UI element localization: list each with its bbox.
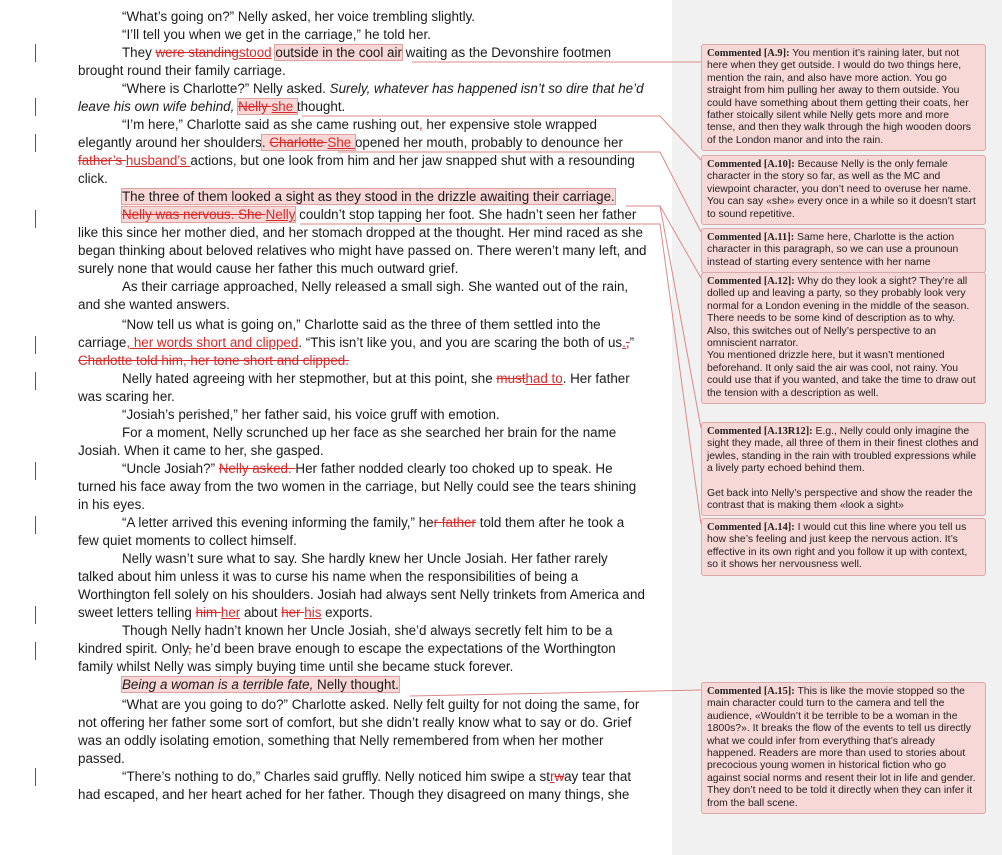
deleted-text: Nelly was nervous. She bbox=[122, 207, 266, 222]
comment-anchor-a12[interactable]: The three of them looked a sight as they stood in the drizzle awaiting their carriage. bbox=[122, 189, 615, 204]
text-line: Though Nelly hadn’t known her Uncle Josiah, she’d always secretly felt him to be a bbox=[122, 623, 613, 638]
change-bar bbox=[35, 134, 36, 152]
comment-anchor-a15[interactable]: Being a woman is a terrible fate, Nelly thought. bbox=[122, 677, 399, 692]
comment-anchor-a14[interactable] bbox=[122, 207, 295, 222]
text-line: They were standingstood outside in the cool air waiting as the Devonshire footmen bbox=[122, 45, 612, 60]
change-bar bbox=[35, 606, 36, 624]
deleted-text: Charlotte told him, her tone short and clipped. bbox=[78, 353, 349, 368]
text-line: began thinking about beloved relatives who might have passed on. There weren’t many left, and bbox=[78, 243, 647, 258]
inserted-text: had to bbox=[525, 371, 563, 386]
change-bar bbox=[35, 516, 36, 534]
comment-a15[interactable]: Commented [A.15]: This is like the movie stopped so the main character could turn to the camera and tell the audience, «Wouldn’t it be terrible to be a woman in the 1800s?». It breaks the flow of the events to tell us directly what we could infer from everything that’s already happened. Readers are more than used to stories about precocious young women in historical fiction who go against social norms and resent their lot in life and gender. They don’t need to be told it directly when they can infer it from the ball scene. bbox=[701, 682, 986, 814]
inserted-text: husband’s bbox=[125, 153, 191, 168]
text-line: “I’m here,” Charlotte said as she came rushing out, her expensive stole wrapped bbox=[122, 117, 597, 132]
text-line: had escaped, and her heart ached for her father. Though they disagreed on many things, she bbox=[78, 787, 630, 802]
text-line: “There’s nothing to do,” Charles said gruffly. Nelly noticed him swipe a strway tear that bbox=[122, 769, 632, 784]
comment-a11[interactable]: Commented [A.11]: Same here, Charlotte is the action character in this paragraph, so we can use a prounoun instead of starting every sentence with her name bbox=[701, 228, 986, 273]
change-bar bbox=[35, 210, 36, 228]
text-line: Nelly was nervous. She Nelly couldn’t stop tapping her foot. She hadn’t seen her father bbox=[122, 207, 637, 222]
change-bar bbox=[35, 462, 36, 480]
text-line: Josiah. When it came to her, she gasped. bbox=[78, 443, 324, 458]
change-bar bbox=[35, 44, 36, 62]
deleted-text: Charlotte bbox=[269, 135, 328, 150]
deleted-text: , bbox=[187, 641, 192, 656]
text-line: “Uncle Josiah?” Nelly asked. Her father nodded clearly too choked up to speak. He bbox=[122, 461, 613, 476]
text-line: brought round their family carriage. bbox=[78, 63, 286, 78]
text-line: For a moment, Nelly scrunched up her face as she searched her brain for the name bbox=[122, 425, 617, 440]
text-line: Nelly wasn’t sure what to say. She hardly knew her Uncle Josiah. Her father rarely bbox=[122, 551, 608, 566]
comment-anchor-a9[interactable]: outside in the cool air bbox=[275, 45, 402, 60]
text-line: like this since her mother died, and her stomach dropped at the thought. Her mind raced as she bbox=[78, 225, 643, 240]
text-line bbox=[78, 352, 349, 370]
text-line: surely none that would cause her father this much outward grief. bbox=[78, 261, 459, 276]
text-line: carriage, her words short and clipped. “This isn’t like you, and you are scaring the both of us.,” bbox=[78, 335, 635, 350]
inserted-text: , her words short and clipped bbox=[126, 335, 299, 350]
change-bar bbox=[35, 336, 36, 354]
text-line: elegantly around her shoulders. Charlotte She opened her mouth, probably to denounce her bbox=[78, 135, 623, 150]
change-bar bbox=[35, 372, 36, 390]
comment-anchor-a10[interactable] bbox=[238, 99, 297, 114]
inserted-text: Nelly bbox=[265, 207, 296, 222]
text-line: kindred spirit. Only, he’d been brave enough to escape the expectations of the Worthington bbox=[78, 641, 616, 656]
text-line: was scaring her. bbox=[78, 389, 175, 404]
inserted-text: her bbox=[220, 605, 241, 620]
text-line: “Where is Charlotte?” Nelly asked. Surely, whatever has happened isn’t so dire that he’d bbox=[122, 81, 644, 96]
comment-anchor-a11[interactable]: . Charlotte She bbox=[261, 135, 355, 150]
text-line: “Now tell us what is going on,” Charlotte said as the three of them settled into the bbox=[122, 317, 601, 332]
text-line bbox=[122, 188, 615, 206]
deleted-text: father’s bbox=[78, 153, 126, 168]
deleted-text: r father bbox=[433, 515, 477, 530]
text-line: “What’s going on?” Nelly asked, her voice trembling slightly. bbox=[122, 9, 476, 24]
inserted-text: r bbox=[549, 769, 555, 784]
inserted-text: his bbox=[304, 605, 322, 620]
comment-a10[interactable]: Commented [A.10]: Because Nelly is the only female character in the story so far, as well as the MC and viewpoint character, you don’t need to overuse her name. You can say «she» every once in a while so it doesn’t start to sound repetitive. bbox=[701, 155, 986, 225]
text-line: leave his own wife behind, Nelly she thought. bbox=[78, 99, 346, 114]
inserted-text: she bbox=[271, 99, 297, 114]
deleted-text: were standing bbox=[155, 45, 239, 60]
text-line: click. bbox=[78, 171, 108, 186]
text-line: family whilst Nelly was simply buying time until she became stuck forever. bbox=[78, 659, 514, 674]
text-line: “Josiah’s perished,” her father said, his voice gruff with emotion. bbox=[122, 407, 500, 422]
deleted-text: him bbox=[195, 605, 221, 620]
inserted-text: She bbox=[327, 135, 355, 150]
deleted-text: Nelly asked. bbox=[218, 461, 296, 476]
comment-a14[interactable]: Commented [A.14]: I would cut this line where you tell us how she’s feeling and just keep the nervous action. It’s effective in its own right and you follow it up with context, so it shows her nervousness well. bbox=[701, 518, 986, 576]
inserted-text: stood bbox=[238, 45, 272, 60]
text-line: “I’ll tell you when we get in the carriage,” he told her. bbox=[122, 27, 431, 42]
comment-a13r12[interactable]: Commented [A.13R12]: E.g., Nelly could only imagine the sight they made, all three of them in their finest clothes and jewles, standing in the rain with troubled expressions while a lively party echoed behind them. Get back into Nelly’s perspective and show the reader the contrast that is making them «look a sight» bbox=[701, 422, 986, 516]
inserted-text: . bbox=[622, 335, 626, 350]
text-line: father’s husband’s actions, but one look from him and her jaw snapped shut with a resounding bbox=[78, 153, 635, 168]
text-line: few quiet moments to collect himself. bbox=[78, 533, 297, 548]
change-bar bbox=[35, 642, 36, 660]
deleted-text: must bbox=[496, 371, 526, 386]
text-line: turned his face away from the two women in the carriage, but Nelly could see the tears shining bbox=[78, 479, 637, 494]
comment-a12[interactable]: Commented [A.12]: Why do they look a sight? They’re all dolled up and leaving a party, so they probably look very normal for a London evening in the middle of the season. There needs to be some kind of description as to why. Also, this switches out of Nelly’s perspective to an omniscient narrator. You mentioned drizzle here, but it wasn’t mentioned beforehand. It only said the air was cool, not rainy. You could use that if you wanted, and take the time to draw out the tension with a description as well. bbox=[701, 272, 986, 404]
inserted-text: , bbox=[418, 117, 423, 132]
text-line: talked about him unless it was to curse his name when the responsibilities of being a bbox=[78, 569, 579, 584]
text-line: in his eyes. bbox=[78, 497, 145, 512]
text-line bbox=[122, 676, 399, 694]
text-line: and she wanted answers. bbox=[78, 297, 230, 312]
text-line: passed. bbox=[78, 751, 125, 766]
text-line: Worthington fell solely on his shoulders. Josiah had always sent Nelly trinkets from America and bbox=[78, 587, 645, 602]
deleted-text: her bbox=[281, 605, 305, 620]
text-line: not offering her father some sort of comfort, but she didn’t really know what to say or do. Grief bbox=[78, 715, 632, 730]
text-line: was an oddly isolating emotion, something that Nelly remembered from when her mother bbox=[78, 733, 604, 748]
change-bar bbox=[35, 768, 36, 786]
deleted-text: , bbox=[625, 335, 630, 350]
change-bar bbox=[35, 98, 36, 116]
text-line: “A letter arrived this evening informing the family,” her father told them after he took a bbox=[122, 515, 625, 530]
comment-a9[interactable]: Commented [A.9]: You mention it’s raining later, but not here when they get outside. I would do two things here, mention the rain, and also have more action. You go straight from him pulling her away to them outside. You could have something about them getting their coats, her father stoically silent while Nelly gets more and more tense, and then they walk through the high wooden doors of the London manor and into the rain. bbox=[701, 44, 986, 151]
deleted-text: w bbox=[554, 769, 565, 784]
text-line: As their carriage approached, Nelly released a small sigh. She wanted out of the rain, bbox=[122, 279, 629, 294]
text-line: “What are you going to do?” Charlotte asked. Nelly felt guilty for not doing the same, for bbox=[122, 697, 640, 712]
text-line: sweet letters telling him her about her his exports. bbox=[78, 605, 373, 620]
text-line: Nelly hated agreeing with her stepmother, but at this point, she musthad to. Her father bbox=[122, 371, 630, 386]
deleted-text: Nelly bbox=[238, 99, 272, 114]
